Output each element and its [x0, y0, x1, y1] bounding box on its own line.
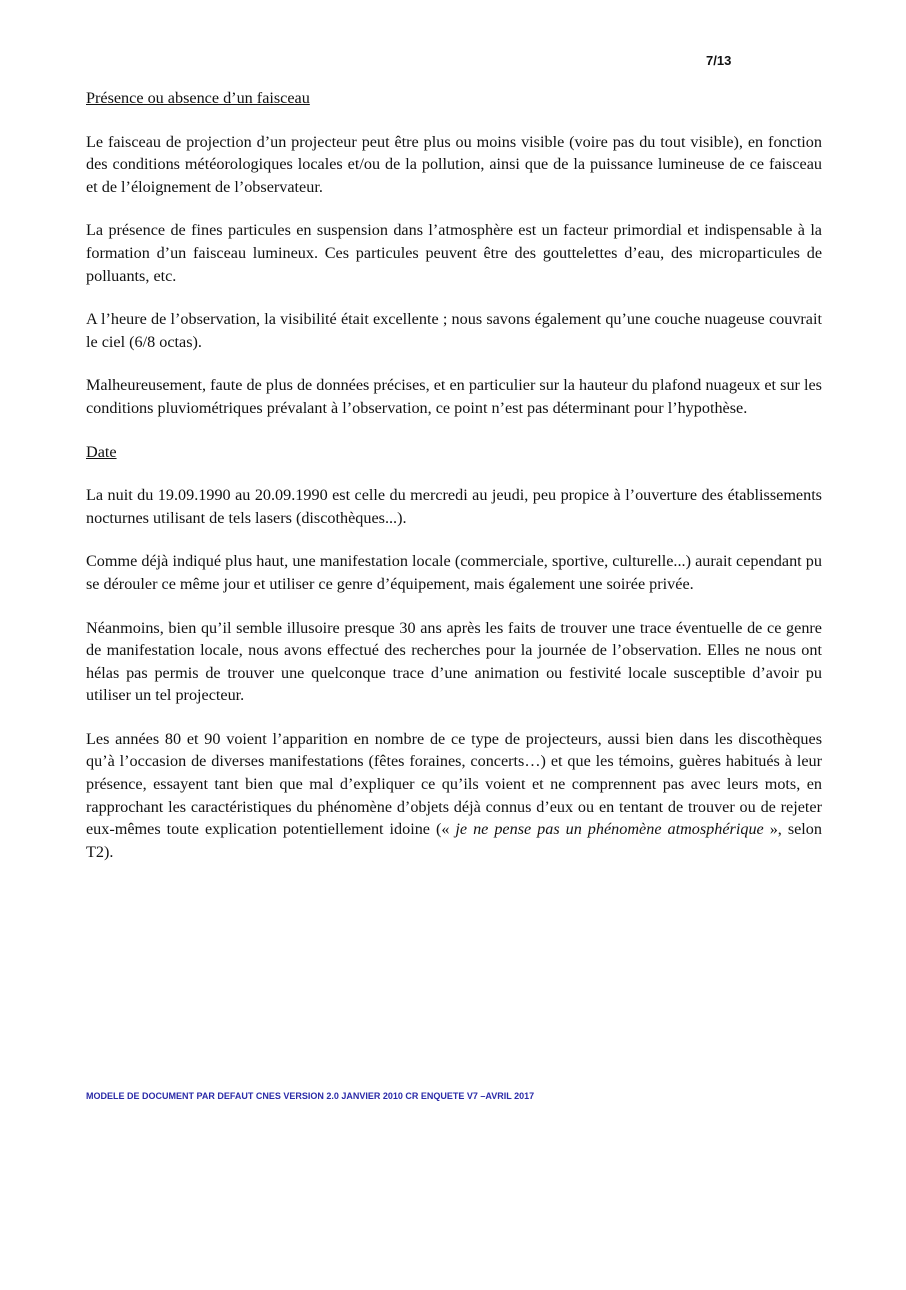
- paragraph-with-quote: [86, 728, 822, 864]
- paragraph: Comme déjà indiqué plus haut, une manifestation locale (commerciale, sportive, culturelle...) aurait cependant pu se dérouler ce même jour et utiliser ce genre d’équipement, mais également une soirée privée.: [86, 552, 822, 593]
- section-heading-faisceau: Présence ou absence d’un faisceau: [86, 89, 310, 107]
- document-body: [86, 87, 822, 884]
- paragraph: La nuit du 19.09.1990 au 20.09.1990 est celle du mercredi au jeudi, peu propice à l’ouverture des établissements nocturnes utilisant de tels lasers (discothèques...).: [86, 486, 822, 527]
- page-number: 7/13: [706, 53, 732, 68]
- section-heading-date: Date: [86, 442, 117, 461]
- paragraph: A l’heure de l’observation, la visibilité était excellente ; nous savons également qu’une couche nuageuse couvrait le ciel (6/8 octas).: [86, 310, 822, 351]
- paragraph: Le faisceau de projection d’un projecteur peut être plus ou moins visible (voire pas du tout visible), en fonction des conditions météorologiques locales et/ou de la pollution, ainsi que de la puissance lumineuse de ce faisceau et de l’éloignement de l’observateur.: [86, 132, 822, 196]
- paragraph: Malheureusement, faute de plus de données précises, et en particulier sur la hauteur du plafond nuageux et sur les conditions pluviométriques prévalant à l’observation, ce point n’est pas déterminant pour l’hypothèse.: [86, 376, 822, 417]
- paragraph: Néanmoins, bien qu’il semble illusoire presque 30 ans après les faits de trouver une trace éventuelle de ce genre de manifestation locale, nous avons effectué des recherches pour la journée de l’observation. Elles ne nous ont hélas pas permis de trouver une quelconque trace d’une animation ou festivité locale susceptible d’avoir pu utiliser un tel projecteur.: [86, 618, 822, 705]
- paragraph-text-end: », selon T2).: [86, 820, 822, 861]
- paragraph-text: Les années 80 et 90 voient l’apparition en nombre de ce type de projecteurs, aussi bien dans les discothèques qu’à l’occasion de diverses manifestations (fêtes foraines, concerts…) et que les témoins, guères habitués à leur présence, essayent tant bien que mal d’expliquer ce qu’ils voient et ne comprennent pas avec leurs mots, en rapprochant les caractéristiques du phénomène d’objets déjà connus d’eux ou en tentant de trouver ou de rejeter eux-mêmes toute explication potentiellement idoine («: [86, 729, 822, 839]
- quote-text: je ne pense pas un phénomène atmosphérique: [449, 820, 770, 839]
- paragraph: La présence de fines particules en suspension dans l’atmosphère est un facteur primordial et indispensable à la formation d’un faisceau lumineux. Ces particules peuvent être des gouttelettes d’eau, des microparticules de polluants, etc.: [86, 221, 822, 285]
- document-footer: MODELE DE DOCUMENT PAR DEFAUT CNES VERSION 2.0 JANVIER 2010 CR ENQUETE V7 –AVRIL 2017: [86, 1091, 535, 1101]
